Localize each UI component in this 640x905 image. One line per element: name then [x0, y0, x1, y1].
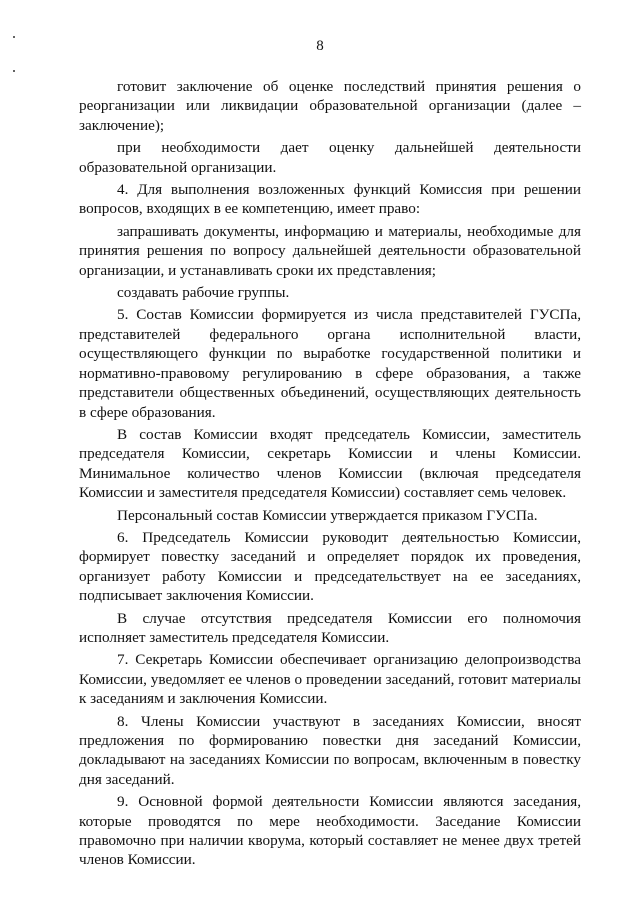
- paragraph: готовит заключение об оценке последствий принятия решения о реорганизации или ликвидации образовательной организации (далее – заключение);: [79, 78, 581, 134]
- paragraph: 7. Секретарь Комиссии обеспечивает организацию делопроизводства Комиссии, уведомляет ее членов о проведении заседаний, готовит материалы к заседаниям и заключения Комиссии.: [79, 651, 581, 708]
- paragraph: запрашивать документы, информацию и материалы, необходимые для принятия решения по вопросу дальнейшей деятельности образовательной организации, и устанавливать сроки их представления;: [79, 222, 581, 279]
- page-number: 8: [316, 38, 324, 54]
- paragraph: Персональный состав Комиссии утверждается приказом ГУСПа.: [117, 506, 538, 524]
- paragraph: 4. Для выполнения возложенных функций Комиссия при решении вопросов, входящих в ее компетенцию, имеет право:: [79, 181, 581, 218]
- paragraph: при необходимости дает оценку дальнейшей деятельности образовательной организации.: [79, 139, 581, 176]
- paragraph: 8. Члены Комиссии участвуют в заседаниях Комиссии, вносят предложения по формированию повестки дня заседаний Комиссии, докладывают на заседаниях Комиссии по вопросам, включенным в повестку дня заседаний.: [79, 712, 581, 788]
- paragraph: В состав Комиссии входят председатель Комиссии, заместитель председателя Комиссии, секретарь Комиссии и члены Комиссии. Минимальное количество членов Комиссии (включая председателя Комиссии и заместителя председателя Комиссии) составляет семь человек.: [79, 425, 581, 502]
- paragraph: В случае отсутствия председателя Комиссии его полномочия исполняет заместитель председателя Комиссии.: [79, 609, 581, 646]
- scan-speck: [13, 70, 15, 72]
- document-body: [79, 77, 581, 870]
- paragraph: создавать рабочие группы.: [117, 284, 290, 302]
- paragraph: 6. Председатель Комиссии руководит деятельностью Комиссии, формирует повестку заседаний и определяет порядок их проведения, организует работу Комиссии и председательствует на ее заседаниях, подписывает заключения Комиссии.: [79, 528, 581, 605]
- paragraph: 5. Состав Комиссии формируется из числа представителей ГУСПа, представителей федерального органа исполнительной власти, осуществляющего функции по выработке государственной политики и нормативно-правовому регулированию в сфере образования, а также представители общественных объединений, осуществляющих деятельность в сфере образования.: [79, 306, 581, 421]
- paragraph: 9. Основной формой деятельности Комиссии являются заседания, которые проводятся по мере необходимости. Заседание Комиссии правомочно при наличии кворума, который составляет не менее двух третей членов Комиссии.: [79, 793, 581, 869]
